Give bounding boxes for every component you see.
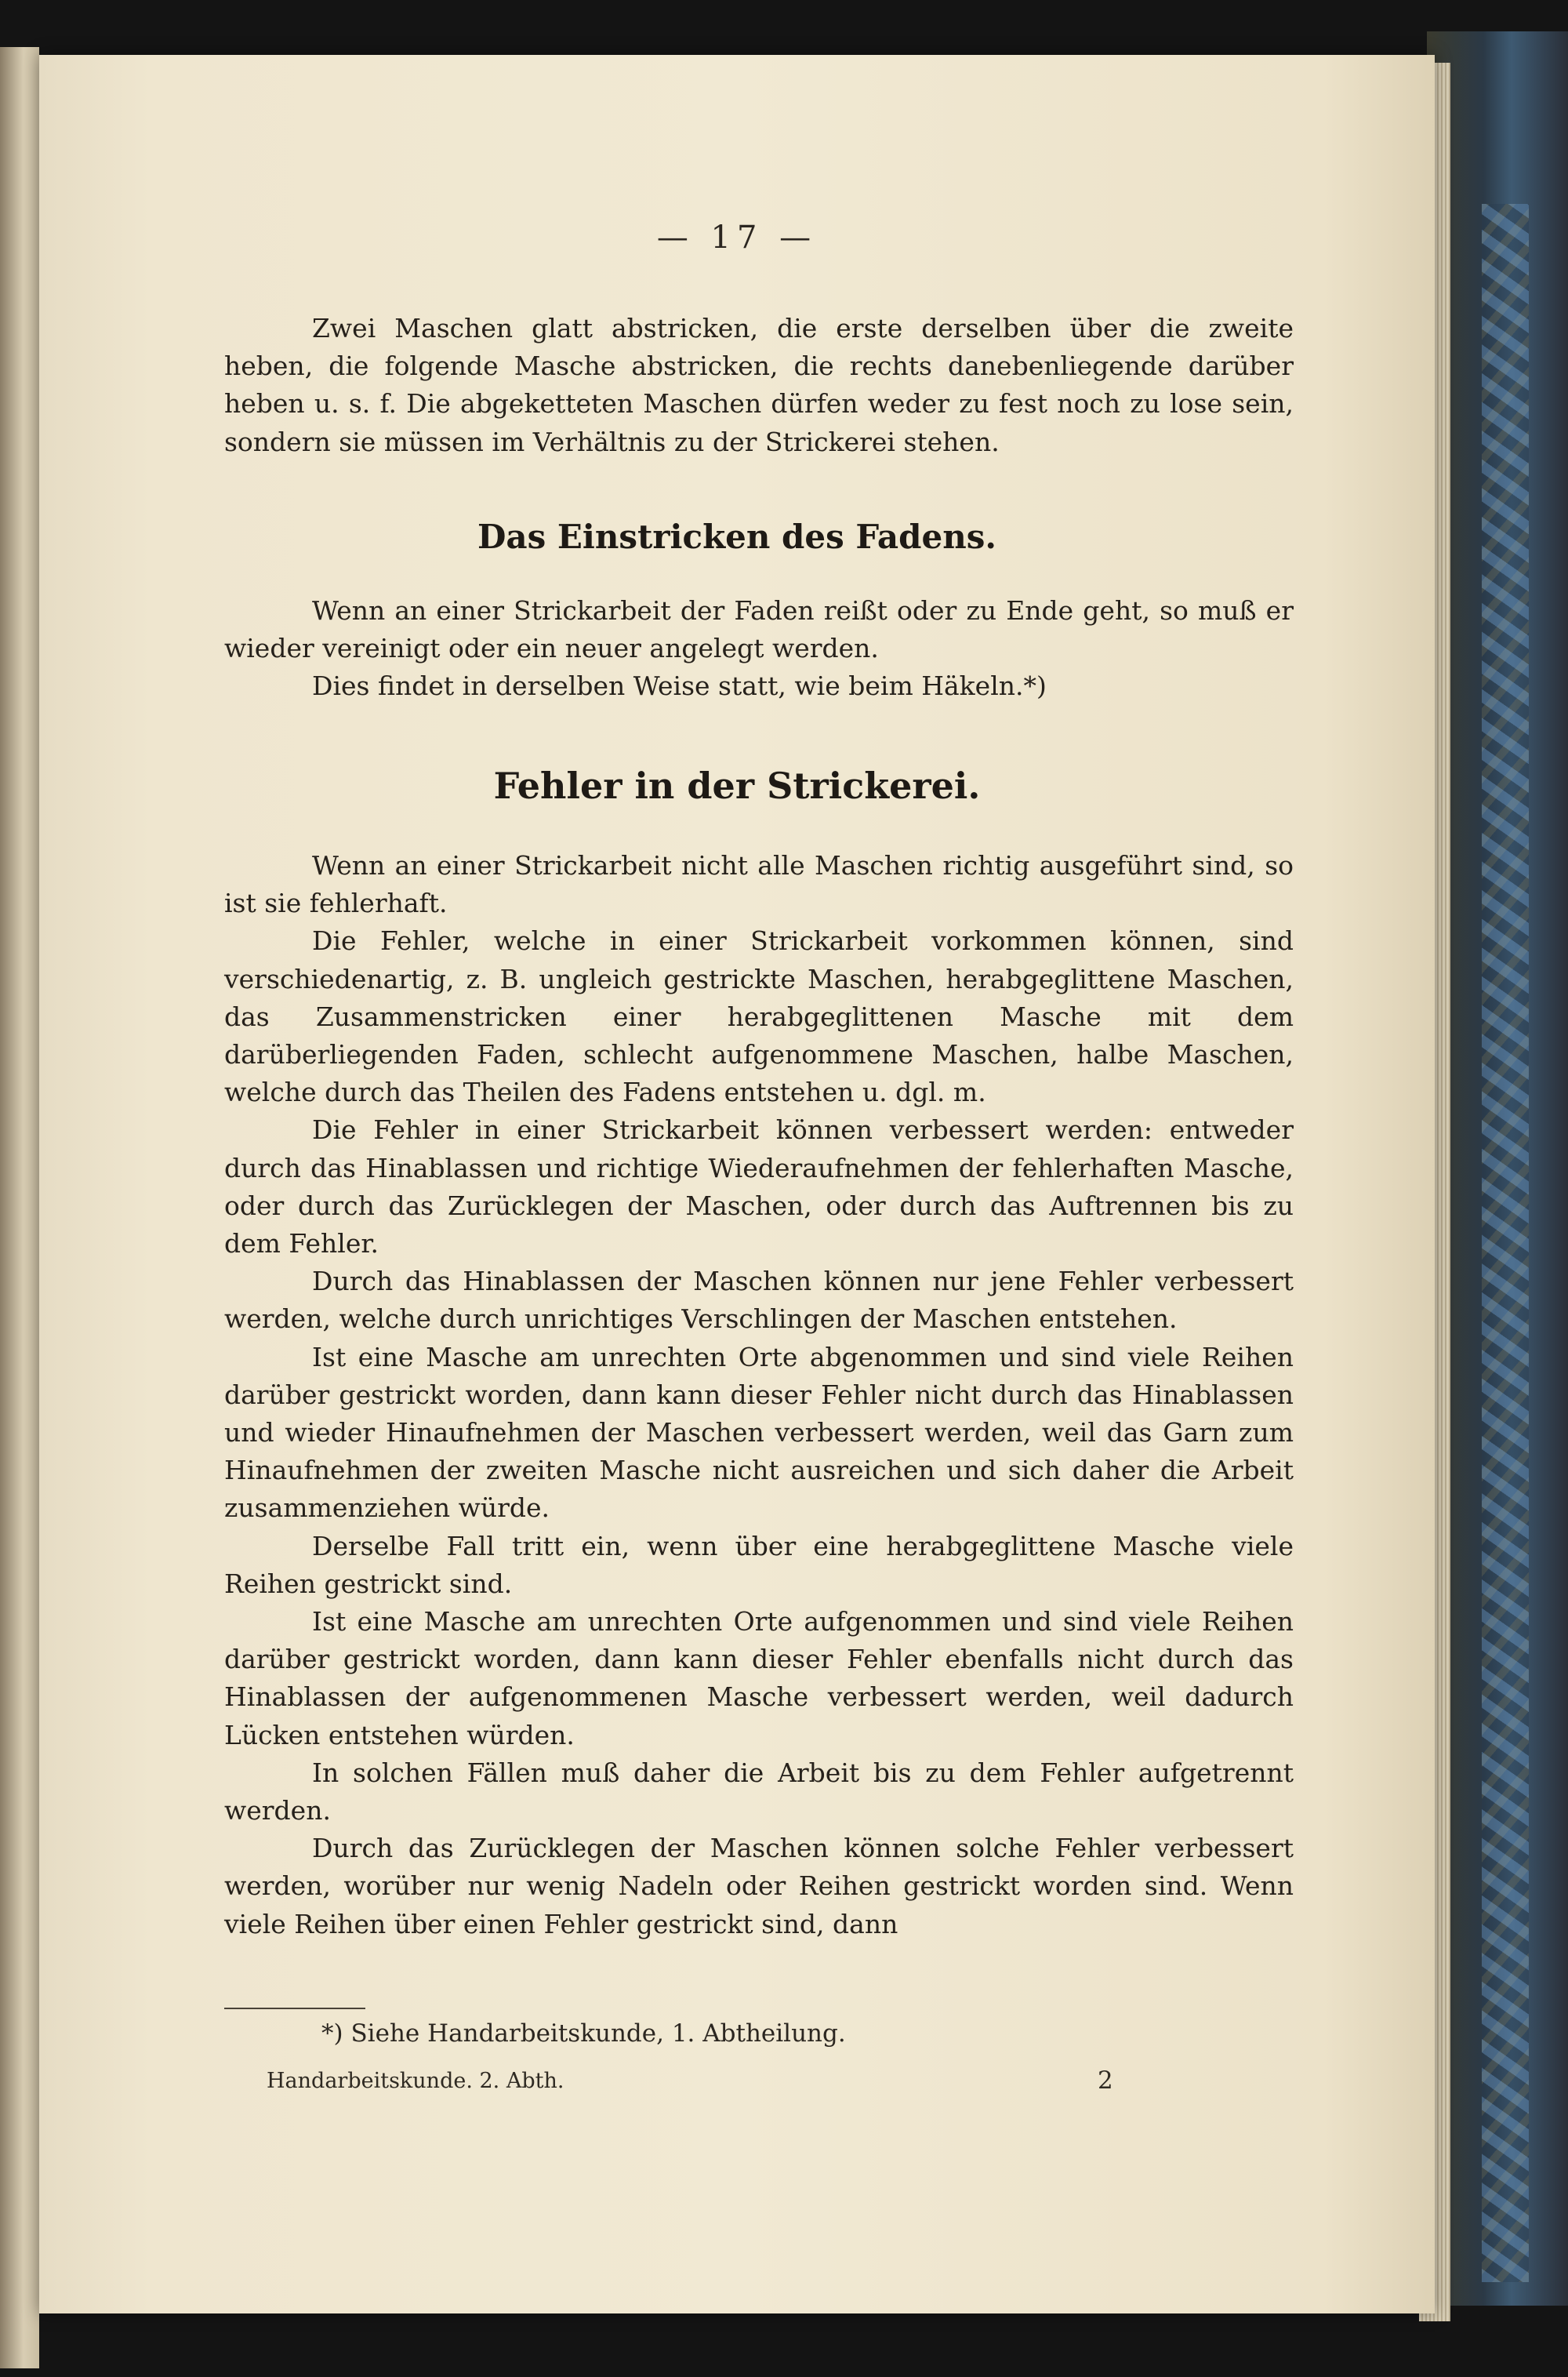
signature-title: Handarbeitskunde. 2. Abth. [267, 2069, 564, 2093]
footnote-rule [224, 2008, 365, 2009]
section2-paragraph: Wenn an einer Strickarbeit nicht alle Maschen richtig ausgeführt sind, so ist sie fehlerhaft. [224, 850, 1294, 919]
section2-paragraph: Derselbe Fall tritt ein, wenn über eine herabgeglittene Masche viele Reihen gestrickt sind. [224, 1530, 1294, 1599]
section2-paragraph: Ist eine Masche am unrechten Orte aufgenommen und sind viele Reihen darüber gestrickt worden, dann kann dieser Fehler ebenfalls nicht durch das Hinablassen der aufgenommenen Masche verbessert werden, weil dadurch Lücken entstehen würden. [224, 1606, 1294, 1750]
section2-paragraph: Durch das Hinablassen der Maschen können nur jene Fehler verbessert werden, welche durch unrichtiges Verschlingen der Maschen entstehen. [224, 1266, 1294, 1335]
page-number: — 17 — [656, 220, 818, 256]
section1-paragraph: Dies findet in derselben Weise statt, wie beim Häkeln.*) [312, 671, 1047, 702]
intro-text [224, 310, 1294, 461]
section2-paragraph: In solchen Fällen muß daher die Arbeit bis zu dem Fehler aufgetrennt werden. [224, 1757, 1294, 1826]
section1-paragraph: Wenn an einer Strickarbeit der Faden reißt oder zu Ende geht, so muß er wieder vereinigt oder ein neuer angelegt werden. [224, 595, 1294, 664]
section2-paragraph: Die Fehler in einer Strickarbeit können verbessert werden: entweder durch das Hinablassen und richtige Wiederaufnehmen der fehlerhaften Masche, oder durch das Zurücklegen der Maschen, oder durch das Auftrennen bis zu dem Fehler. [224, 1114, 1294, 1259]
section1-text [224, 592, 1294, 706]
signature-number: 2 [1098, 2066, 1113, 2095]
book-page [39, 55, 1435, 2313]
section2-paragraph: Durch das Zurücklegen der Maschen können solche Fehler verbessert werden, worüber nur wenig Nadeln oder Reihen gestrickt worden sind. Wenn viele Reihen über einen Fehler gestrickt sind, dann [224, 1833, 1294, 1939]
cover-marbling [1482, 204, 1529, 2282]
previous-page-edge [0, 47, 39, 2368]
section-heading-einstricken: Das Einstricken des Fadens. [477, 518, 997, 556]
section2-paragraph: Ist eine Masche am unrechten Orte abgenommen und sind viele Reihen darüber gestrickt worden, dann kann dieser Fehler nicht durch das Hinablassen und wieder Hinaufnehmen der Maschen verbessert werden, weil das Garn zum Hinaufnehmen der zweiten Masche nicht ausreichen und sich daher die Arbeit zusammenziehen würde. [224, 1341, 1294, 1524]
intro-paragraph: Zwei Maschen glatt abstricken, die erste derselben über die zweite heben, die folgende Masche abstricken, die rechts danebenliegende darüber heben u. s. f. Die abgeketteten Maschen dürfen weder zu fest noch zu lose sein, sondern sie müssen im Verhältnis zu der Strickerei stehen. [224, 313, 1294, 457]
section2-text [224, 847, 1294, 1943]
footnote: *) Siehe Handarbeitskunde, 1. Abtheilung. [321, 2019, 846, 2048]
section2-paragraph: Die Fehler, welche in einer Strickarbeit vorkommen können, sind verschiedenartig, z. B. ungleich gestrickte Maschen, herabgeglittene Maschen, das Zusammenstricken einer herabgeglittenen Masche mit dem darüberliegenden Faden, schlecht aufgenommene Maschen, halbe Maschen, welche durch das Theilen des Fadens entstehen u. dgl. m. [224, 925, 1294, 1108]
section-heading-fehler: Fehler in der Strickerei. [493, 765, 981, 807]
